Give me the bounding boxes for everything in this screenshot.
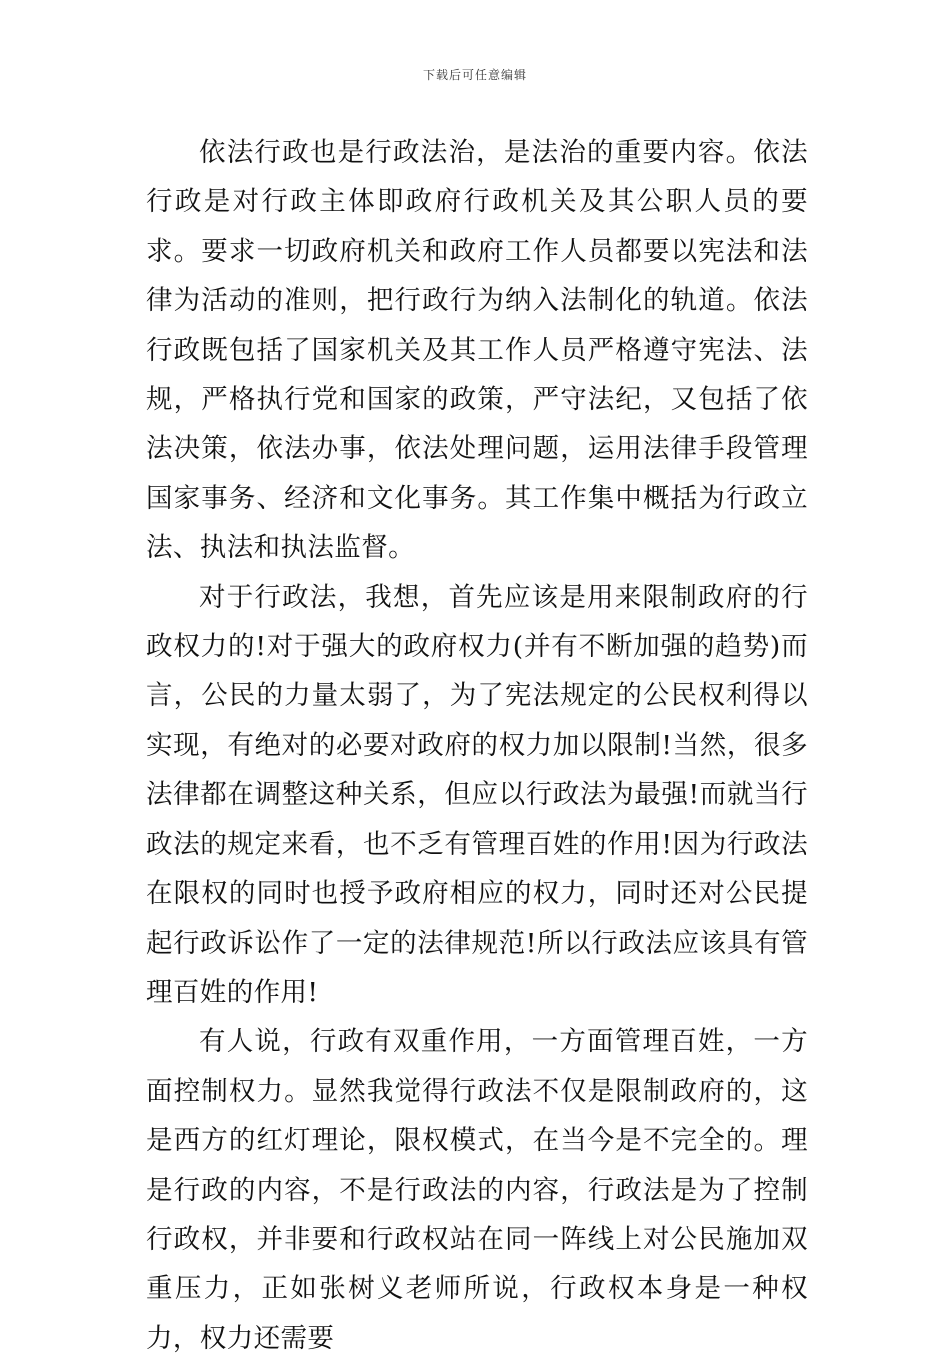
- paragraph-1: 依法行政也是行政法治，是法治的重要内容。依法行政是对行政主体即政府行政机关及其公职人员的要求。要求一切政府机关和政府工作人员都要以宪法和法律为活动的准则，把行政行为纳入法制化的轨道。依法行政既包括了国家机关及其工作人员严格遵守宪法、法规，严格执行党和国家的政策，严守法纪，又包括了依法决策，依法办事，依法处理问题，运用法律手段管理国家事务、经济和文化事务。其工作集中概括为行政立法、执法和执法监督。: [146, 137, 808, 564]
- paragraph-2: 对于行政法，我想，首先应该是用来限制政府的行政权力的!对于强大的政府权力(并有不断加强的趋势)而言，公民的力量太弱了，为了宪法规定的公民权利得以实现，有绝对的必要对政府的权力加以限制!当然，很多法律都在调整这种关系，但应以行政法为最强!而就当行政法的规定来看，也不乏有管理百姓的作用!因为行政法在限权的同时也授予政府相应的权力，同时还对公民提起行政诉讼作了一定的法律规范!所以行政法应该具有管理百姓的作用!: [146, 581, 808, 1008]
- document-body: [146, 128, 808, 1363]
- header-note: 下载后可任意编辑: [422, 68, 527, 82]
- paragraph-3: 有人说，行政有双重作用，一方面管理百姓，一方面控制权力。显然我觉得行政法不仅是限制政府的，这是西方的红灯理论，限权模式，在当今是不完全的。理是行政的内容，不是行政法的内容，行政法是为了控制行政权，并非要和行政权站在同一阵线上对公民施加双重压力，正如张树义老师所说，行政权本身是一种权力，权力还需要: [146, 1026, 808, 1354]
